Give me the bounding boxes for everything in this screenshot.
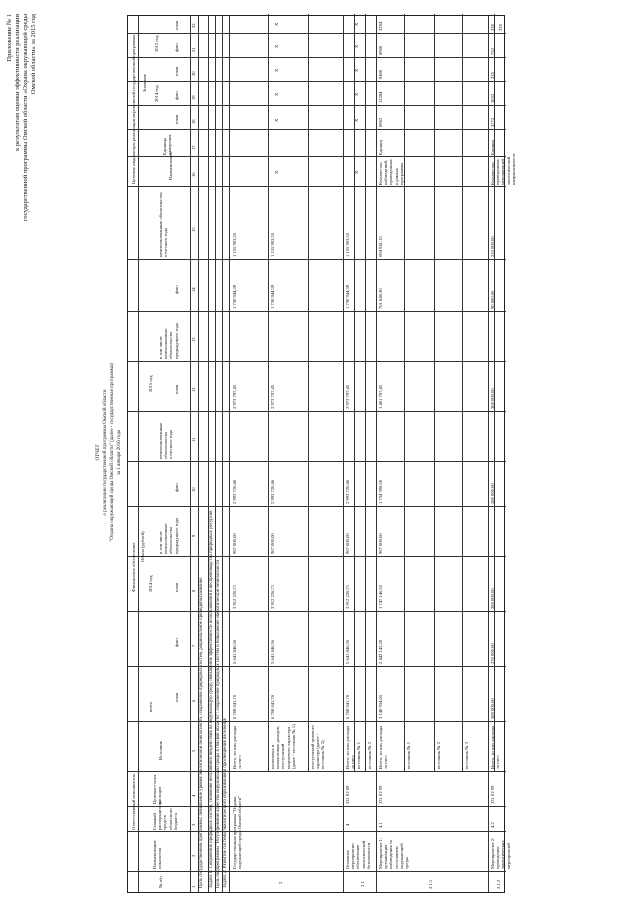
header-volume: Объем (рублей) (140, 531, 145, 562)
row-source: поступлений целевого характера (далее - источник № 2) (310, 725, 326, 769)
cell-f2015: 1 730 944,39 (270, 284, 275, 309)
ind-value: 8400 (378, 69, 383, 79)
rule (404, 14, 405, 772)
cell-p2015: 300 000,00 (490, 388, 495, 409)
cell-f2015: 1 730 944,39 (345, 284, 350, 309)
cell-p2015: 1 401 787,45 (378, 384, 383, 409)
report-subtitle-1: о реализации государственной программы Омской области (103, 389, 108, 516)
cell-p2014-incl: 967 000,00 (232, 533, 237, 554)
rule (128, 806, 506, 807)
header-no: № п/п (158, 876, 163, 888)
row-no: 2.1 (360, 881, 365, 887)
cell-p2014: 3 912 226,71 (270, 584, 275, 609)
header-unit: Единица измерения (162, 134, 173, 155)
rule (434, 14, 435, 772)
ind-value: 8962 (378, 117, 383, 127)
ind-value: 8900 (378, 45, 383, 55)
cell-f2015: 90 000,00 (490, 290, 495, 309)
row-name: Основное мероприятие: обеспечение экологической безопасности (345, 840, 371, 869)
cell-f2015-rem: 1 155 903,55 (232, 232, 237, 257)
x-marker: X (354, 44, 359, 48)
sub1-band: Цель подпрограммы "Регулирование качества окружающей среды в Омской области": сохранение природных систем и повышение экологической безопасности (216, 559, 221, 888)
x-marker: X (354, 170, 359, 174)
row-kbk: 331 02 09 (490, 785, 495, 804)
cell-f2015-rem: 210 000,00 (490, 236, 495, 257)
row-kbk: 331 02 09 (345, 785, 350, 804)
column-number: 17 (191, 145, 196, 150)
cell-f2014: 2 993 720,46 (270, 479, 275, 504)
rule (128, 33, 506, 34)
column-number: 9 (191, 534, 196, 537)
cell-p2014-incl: 967 000,00 (270, 533, 275, 554)
rule (128, 506, 506, 507)
rule (488, 16, 489, 892)
row-source-s2: источник № 2 (367, 741, 372, 769)
cell-fact-total: 5 641 846,56 (345, 639, 350, 664)
x-marker: X (354, 92, 359, 96)
rule (128, 831, 506, 832)
column-number: 5 (191, 749, 196, 752)
column-number: 21 (191, 47, 196, 52)
header-plan-v: план (174, 114, 179, 124)
cell-plan-total: 6 708 041,76 (270, 694, 275, 719)
cell-f2014: 1 734 398,50 (378, 479, 383, 504)
x-marker: X (274, 118, 279, 122)
column-number: 18 (191, 119, 196, 124)
cell-fact-total: 270 000,00 (490, 643, 495, 664)
column-number: 15 (191, 227, 196, 232)
rule (229, 16, 230, 892)
cell-plan-total: 6 708 041,76 (345, 694, 350, 719)
rule (376, 16, 377, 892)
ind-value: 12284 (378, 91, 383, 103)
header-fact-v2: факт (174, 42, 179, 52)
appendix-line-4: Омской области» за 2015 год (30, 14, 37, 95)
column-number: 3 (191, 823, 196, 826)
ind-value: 235 (490, 72, 495, 79)
row-no: 2.1.1 (428, 879, 433, 889)
header-2015: 2015 год (148, 375, 153, 392)
header-fact-2014: факт (174, 482, 179, 492)
cell-fact-total: 5 641 846,56 (232, 639, 237, 664)
ind-name: Количество проведенных мероприятий экологической направленности (490, 153, 516, 185)
header-kbk: Целевая статья расходов (152, 774, 163, 804)
header-plan-total: план (174, 692, 179, 702)
header-2014: 2014 год (148, 575, 153, 592)
cell-p2014: 3 912 226,71 (232, 584, 237, 609)
row-source-s3: источник № 3 (464, 741, 469, 769)
row-source: налоговых и неналоговых доходов, поступлений нецелевого характера (далее - источник № 1) (270, 724, 296, 769)
header-plan-2014: план (174, 582, 179, 592)
rule (128, 771, 506, 772)
x-marker: X (274, 92, 279, 96)
rule (128, 871, 506, 872)
cell-f2015-rem: 694 941,15 (378, 236, 383, 257)
cell-p2015: 2 973 797,45 (345, 384, 350, 409)
cell-p2015: 2 973 797,45 (232, 384, 237, 409)
cell-f2014: 2 993 720,46 (345, 479, 350, 504)
header-plan-v2: план (174, 66, 179, 76)
header-value: Значение (142, 74, 147, 92)
report-title: ОТЧЕТ (96, 444, 101, 461)
row-no: 2 (278, 881, 283, 884)
report-date: за 1 января 2016 года (117, 429, 122, 476)
cell-plan-total: 6 708 041,76 (232, 694, 237, 719)
rule (128, 311, 506, 312)
cell-p2015: 2 973 797,45 (270, 384, 275, 409)
ind-unit: Единиц (490, 140, 495, 155)
header-total: всего (148, 701, 153, 712)
cell-p2014: 3 912 226,71 (345, 584, 350, 609)
cell-fact-total: 2 442 145,20 (378, 639, 383, 664)
row-source: Всего, из них расходы за счет: (345, 725, 356, 769)
header-rem-2015: неиспользованные обязательства отчетного года (158, 192, 169, 257)
cell-plan-total: 380 000,00 (490, 698, 495, 719)
cell-plan-total: 3 148 934,65 (378, 694, 383, 719)
header-fact-2015: факт (174, 284, 179, 294)
cell-f2015: 1 730 944,39 (232, 284, 237, 309)
column-number: 7 (191, 644, 196, 647)
cell-f2014: 280 000,00 (490, 483, 495, 504)
rule (128, 156, 506, 157)
row-source-s1: источник № 1 (356, 741, 361, 769)
header-rem-2014: неиспользованные обязательства отчетного года (158, 422, 174, 459)
row-name: Мероприятие 1: организация наблюдения за состоянием окружающей среды (378, 837, 410, 869)
column-number: 14 (191, 287, 196, 292)
x-marker: X (354, 22, 359, 26)
column-number: 11 (191, 437, 196, 442)
header-financing: Финансовое обеспечение (131, 542, 136, 592)
appendix-line-1: Приложение № 1 (6, 14, 13, 62)
appendix-line-3: государственной программы Омской области «Охрана окружающей среды (22, 14, 29, 222)
rule (128, 105, 506, 106)
header-incl-2014: в том числе неисполненные обязательства предыдущего года (158, 518, 179, 554)
header-fact-v: факт (174, 90, 179, 100)
rule (128, 556, 506, 557)
rule (128, 411, 506, 412)
row-code: 4.2 (490, 822, 495, 828)
header-responsible: Ответственный исполнитель (131, 773, 136, 830)
column-number: 13 (191, 337, 196, 342)
column-number: 1 (191, 885, 196, 888)
column-number: 12 (191, 387, 196, 392)
header-v2015: 2015 год (154, 35, 159, 52)
column-number: 22 (191, 23, 196, 28)
header-executor: Главный распорядитель средств областного бюджета (152, 801, 178, 830)
row-source: Всего, из них расходы за счет: (378, 725, 389, 769)
row-source-s2: источник № 2 (436, 741, 441, 769)
rule (128, 186, 506, 187)
column-number: 6 (191, 699, 196, 702)
row-source-s1: источник № 1 (406, 741, 411, 769)
header-v2014: 2014 год (154, 85, 159, 102)
cell-p2014: 1 747 146,55 (378, 584, 383, 609)
rule (365, 14, 366, 772)
row-code: 4.1 (378, 822, 383, 828)
x-marker: X (274, 170, 279, 174)
cell-p2014-incl: 967 000,00 (345, 533, 350, 554)
rule (128, 81, 506, 82)
row-source: Всего, из них расходы за счет: (490, 725, 501, 769)
row-code: 4 (345, 823, 350, 826)
x-marker: X (354, 68, 359, 72)
column-number: 4 (191, 794, 196, 797)
ind-name: Количество наблюдений, проведенных в рамках программы (378, 159, 404, 185)
rule (138, 16, 139, 892)
rule (354, 14, 355, 772)
row-no: 2.1.2 (496, 879, 501, 889)
goal-band: Цель государственной программы: повышение уровня экологической безопасности, сохранение природных систем, рациональное природопользование (199, 577, 204, 888)
header-incl-2015: в том числе неисполненные обязательства предыдущего года (158, 323, 179, 359)
column-number: 10 (191, 487, 196, 492)
report-table (127, 15, 516, 893)
rule (128, 666, 506, 667)
ind-value: 1022 (490, 93, 495, 103)
rule (128, 57, 506, 58)
x-marker: X (274, 22, 279, 26)
rule (128, 611, 506, 612)
report-subtitle-2: "Охрана окружающей среды Омской области" (далее - государственная программа) (110, 363, 115, 542)
x-marker: X (274, 44, 279, 48)
row-source: Всего, из них расходы за счет: (232, 725, 243, 769)
ind-value: 230 (490, 24, 495, 31)
rule (128, 129, 506, 130)
column-number: 2 (191, 854, 196, 857)
rule (128, 259, 506, 260)
column-number: 19 (191, 95, 196, 100)
cell-fact-total: 5 641 846,56 (270, 639, 275, 664)
cell-f2015-rem: 1 155 903,55 (270, 232, 275, 257)
rule (462, 14, 463, 772)
header-plan-2015: план (174, 384, 179, 394)
rule (128, 461, 506, 462)
header-source: Источник (158, 741, 163, 760)
cell-f2015: 701 846,30 (378, 288, 383, 309)
rule (308, 14, 309, 772)
row-name: Государственная программа "Охрана окружающей среды Омской области" (232, 795, 243, 869)
column-number: 16 (191, 172, 196, 177)
rule (128, 721, 506, 722)
ind-value: 3772 (490, 117, 495, 127)
header-plan-v3: план (174, 20, 179, 30)
appendix-line-2: к результатам оценки эффективности реализации (14, 14, 21, 151)
ind-value: 3284 (378, 21, 383, 31)
rule (128, 361, 506, 362)
cell-f2014: 2 993 720,46 (232, 479, 237, 504)
x-marker: X (354, 118, 359, 122)
rule (343, 16, 344, 892)
header-target: Целевые индикаторы реализации мероприятий государственной программы (131, 34, 136, 184)
column-number: 8 (191, 589, 196, 592)
cell-p2014-incl: 967 000,00 (378, 533, 383, 554)
task1-band: Задача 1: Сохранение природных систем, снижение негативного воздействия на окружающую среду, повышение эффективности использования и воспроизводства природных ресурсов (209, 510, 214, 888)
cell-p2014: 280 000,00 (490, 588, 495, 609)
rule (268, 14, 269, 772)
ind-value: 732 (490, 48, 495, 55)
header-fact-total: факт (174, 637, 179, 647)
ind-value: 220 (498, 24, 503, 31)
cell-f2015-rem: 1 155 903,55 (345, 232, 350, 257)
task2-band: Задача 2: Развитие системы экологического образования и просвещения населения (223, 718, 228, 888)
ind-unit: Единиц (378, 140, 383, 155)
column-number: 20 (191, 71, 196, 76)
header-ind-name: Наименование (168, 151, 173, 180)
row-name: Мероприятие 2: проведение экологических мероприятий (490, 837, 511, 869)
row-kbk: 331 02 09 (378, 785, 383, 804)
header-name: Наименование показателя (152, 840, 163, 869)
x-marker: X (274, 68, 279, 72)
